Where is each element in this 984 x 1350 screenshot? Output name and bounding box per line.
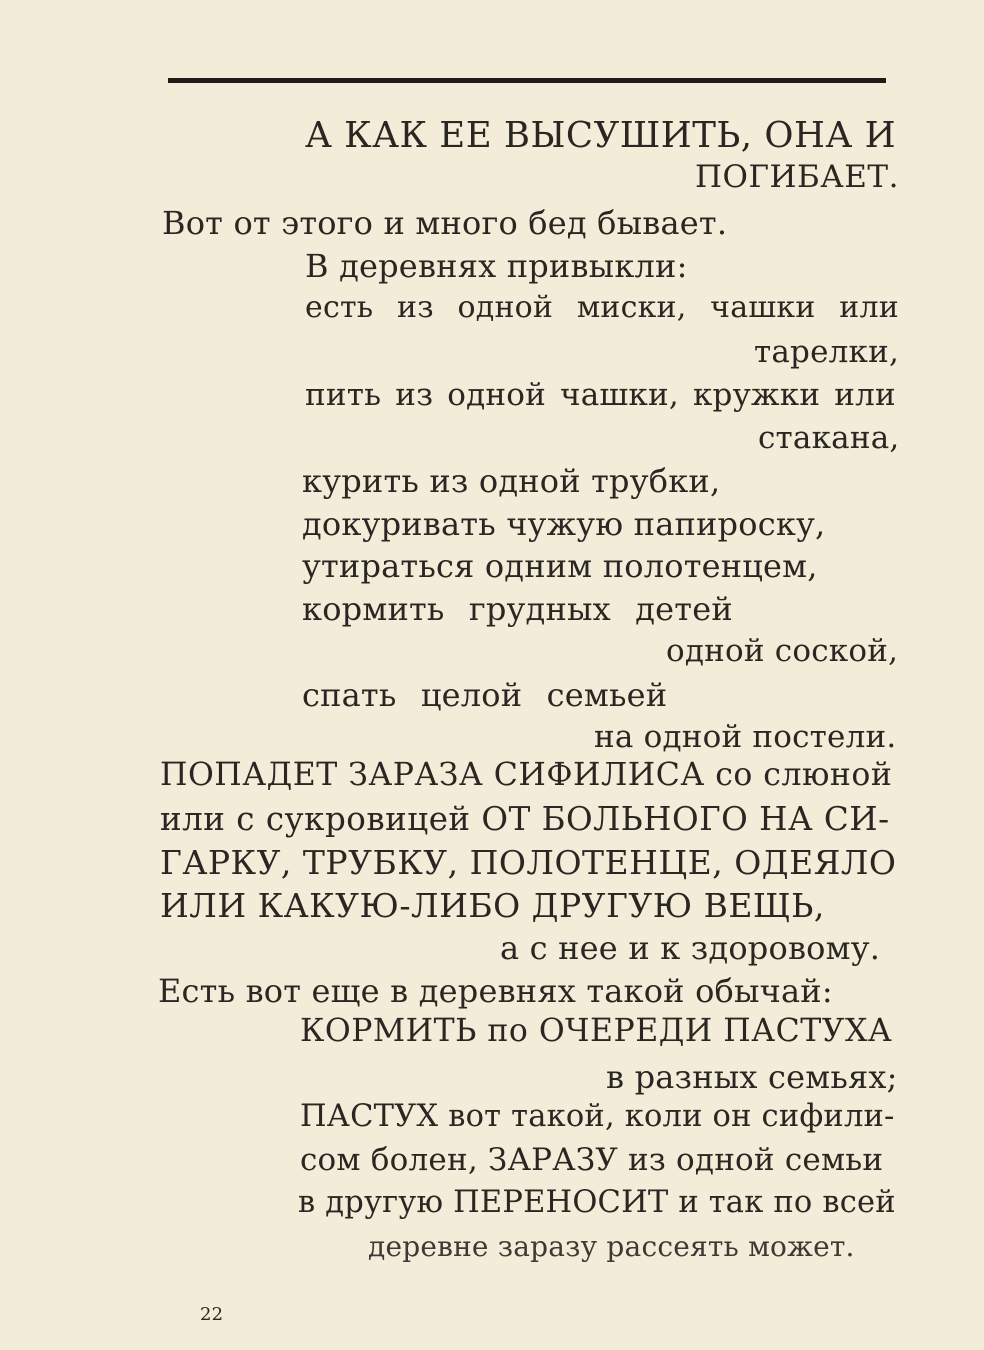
text-line-16: ПОПАДЕТ ЗАРАЗА СИФИЛИСА со слюной xyxy=(160,757,893,793)
text-line-7: пить из одной чашки, кружки или xyxy=(305,377,896,413)
text-line-1: А КАК ЕЕ ВЫСУШИТЬ, ОНА И xyxy=(305,115,897,156)
text-line-10: докуривать чужую папироску, xyxy=(302,505,826,543)
text-line-22: КОРМИТЬ по ОЧЕРЕДИ ПАСТУХА xyxy=(300,1013,893,1049)
text-line-6: тарелки, xyxy=(754,334,900,370)
text-line-27: деревне заразу рассеять может. xyxy=(368,1230,855,1263)
text-line-3: Вот от этого и много бед бывает. xyxy=(162,204,728,242)
text-line-2: ПОГИБАЕТ. xyxy=(695,159,899,195)
text-line-24: ПАСТУХ вот такой, коли он сифили- xyxy=(300,1099,895,1134)
text-line-14: спать целой семьей xyxy=(302,676,668,714)
text-line-11: утираться одним полотенцем, xyxy=(302,547,818,585)
text-line-5: есть из одной миски, чашки или xyxy=(305,290,899,325)
text-line-4: В деревнях привыкли: xyxy=(305,247,688,285)
top-rule xyxy=(168,78,886,83)
text-line-19: ИЛИ КАКУЮ-ЛИБО ДРУГУЮ ВЕЩЬ, xyxy=(160,886,825,925)
text-line-26: в другую ПЕРЕНОСИТ и так по всей xyxy=(298,1185,896,1220)
text-line-12: кормить грудных детей xyxy=(302,590,733,628)
text-line-21: Есть вот еще в деревнях такой обычай: xyxy=(158,972,833,1010)
text-line-15: на одной постели. xyxy=(594,719,897,755)
text-line-9: курить из одной трубки, xyxy=(302,462,721,500)
text-line-25: сом болен, ЗАРАЗУ из одной семьи xyxy=(300,1142,884,1178)
text-line-20: а с нее и к здоровому. xyxy=(500,929,881,967)
text-line-13: одной соской, xyxy=(666,633,899,669)
text-line-23: в разных семьях; xyxy=(606,1058,898,1096)
text-line-8: стакана, xyxy=(758,420,900,456)
text-line-18: ГАРКУ, ТРУБКУ, ПОЛОТЕНЦЕ, ОДЕЯЛО xyxy=(160,843,897,882)
page-number: 22 xyxy=(200,1304,224,1325)
text-line-17: или с сукровицей ОТ БОЛЬНОГО НА СИ- xyxy=(160,800,890,838)
